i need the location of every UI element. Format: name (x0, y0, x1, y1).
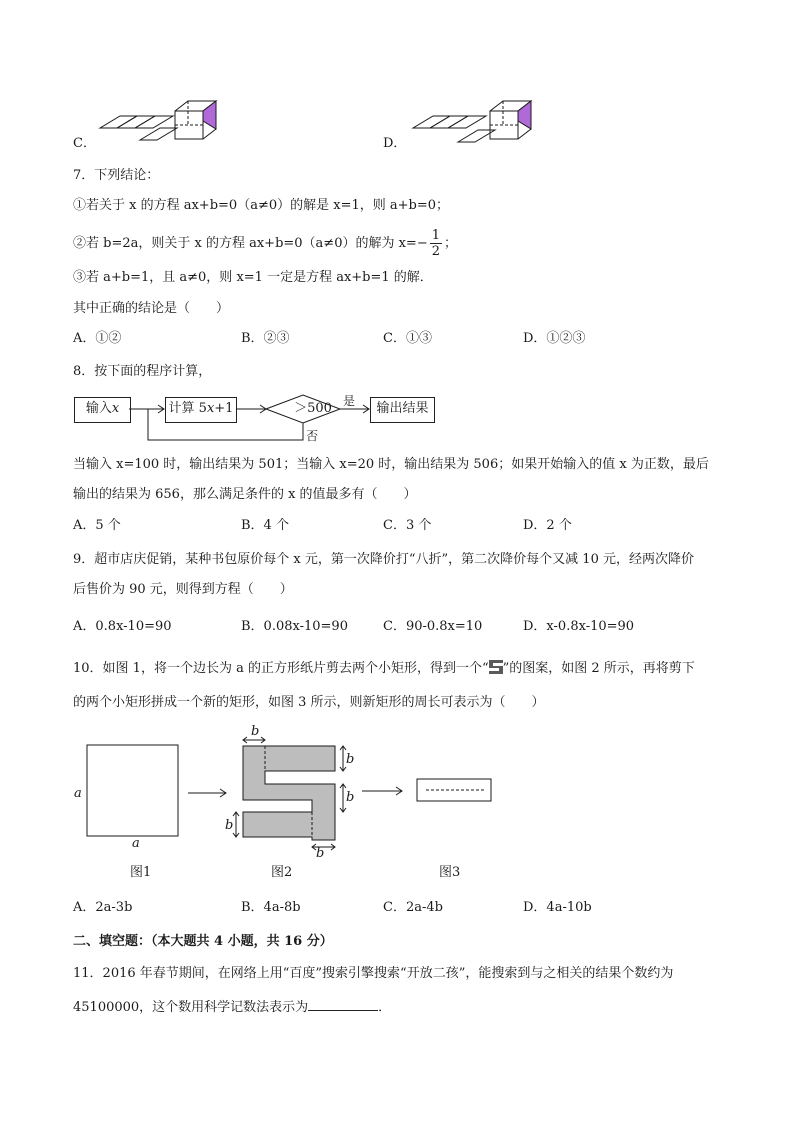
q7-option-b[interactable]: B．②③ (241, 331, 290, 346)
q10-option-d[interactable]: D．4a-10b (523, 900, 592, 915)
q9-option-c[interactable]: C．90-0.8x=10 (383, 619, 483, 634)
fig2-b-label-top: b (251, 724, 260, 739)
flow-yes-label: 是 (343, 394, 356, 408)
flow-compute-tail: +1 (214, 401, 234, 416)
flow-input-box (74, 397, 131, 423)
q6-option-c-label: C． (73, 136, 96, 151)
s-shape (243, 746, 335, 840)
q10-option-c[interactable]: C．2a-4b (383, 900, 443, 915)
fig3-caption: 图3 (439, 865, 461, 880)
cube-shaded-face (203, 101, 216, 129)
q10-figure-3 (414, 776, 496, 806)
q10-option-a[interactable]: A．2a-3b (73, 900, 133, 915)
fig1-side-label: a (74, 786, 82, 801)
q7-stem: 7．下列结论： (73, 168, 160, 183)
flow-connectors (128, 390, 378, 442)
flow-input-text: 输入 (85, 401, 112, 416)
q9-option-d[interactable]: D．x-0.8x-10=90 (523, 619, 635, 634)
q6-option-d-figure (408, 98, 533, 156)
fraction-numerator: 1 (431, 228, 441, 243)
q11-line2-pre: 45100000，这个数用科学记数法表示为 (73, 1000, 309, 1015)
q10-figure-2 (218, 726, 358, 858)
q9-line-1: 9．超市店庆促销，某种书包原价每个 x 元，第一次降价打“八折”，第二次降价每个又减 10 元，经两次降价 (73, 552, 694, 567)
q8-line-2: 输出的结果为 656，那么满足条件的 x 的值最多有（ ） (73, 487, 417, 502)
q7-option-a[interactable]: A．①② (73, 331, 122, 346)
flow-compute-text: 计算 5 (168, 401, 207, 416)
q10-line-2: 的两个小矩形拼成一个新的矩形，如图 3 所示，则新矩形的周长可表示为（ ） (73, 695, 545, 710)
q9-line-2: 后售价为 90 元，则得到方程（ ） (73, 582, 293, 597)
q11-line2-post: ． (378, 1000, 392, 1015)
q10-line-1 (73, 660, 695, 677)
answer-blank[interactable] (308, 998, 378, 1011)
flow-no-label: 否 (306, 429, 319, 443)
cube-shaded-face (518, 101, 531, 129)
q9-option-b[interactable]: B．0.08x-10=90 (241, 619, 348, 634)
arrow-2 (360, 785, 406, 797)
q8-option-c[interactable]: C．3 个 (383, 518, 432, 533)
q8-option-a[interactable]: A．5 个 (73, 518, 121, 533)
q8-line-1: 当输入 x=100 时，输出结果为 501；当输入 x=20 时，输出结果为 506；如果开始输入的值 x 为正数，最后 (73, 457, 709, 472)
q7-question: 其中正确的结论是（ ） (73, 301, 230, 316)
fig2-caption: 图2 (271, 865, 293, 880)
q11-line-2 (73, 998, 391, 1016)
q10-line1-pre: 10．如图 1，将一个边长为 a 的正方形纸片剪去两个小矩形，得到一个“ (73, 661, 489, 676)
q7-option-c[interactable]: C．①③ (383, 331, 432, 346)
fig1-caption: 图1 (130, 865, 152, 880)
q7-s2-tail: ； (444, 236, 458, 251)
q8-option-d[interactable]: D．2 个 (523, 518, 572, 533)
q9-option-a[interactable]: A．0.8x-10=90 (73, 619, 172, 634)
q8-stem: 8．按下面的程序计算， (73, 364, 212, 379)
q7-statement-2 (73, 228, 457, 259)
q8-option-b[interactable]: B．4 个 (241, 518, 289, 533)
flow-input-var: x (111, 401, 120, 416)
fig2-b-label-right-2: b (346, 790, 355, 805)
q11-line-1: 11．2016 年春节期间，在网络上用“百度”搜索引擎搜索“开放二孩”，能搜索到与之相关的结果个数约为 (73, 966, 674, 981)
flow-output-box: 输出结果 (370, 397, 435, 423)
flow-condition-text: ＞500 (294, 401, 332, 416)
fig2-b-label-right-1: b (346, 752, 355, 767)
q6-option-c-figure (95, 98, 220, 156)
fraction (430, 228, 442, 259)
q10-figure-1 (70, 740, 190, 852)
q7-option-d[interactable]: D．①②③ (523, 331, 586, 346)
q7-statement-1: ①若关于 x 的方程 ax+b=0（a≠0）的解是 x=1，则 a+b=0； (73, 198, 449, 213)
q10-option-b[interactable]: B．4a-8b (241, 900, 301, 915)
fig2-b-label-bottom: b (316, 846, 325, 861)
q6-option-d-label: D． (383, 136, 407, 151)
q7-statement-3: ③若 a+b=1，且 a≠0，则 x=1 一定是方程 ax+b=1 的解． (73, 270, 433, 285)
section-2-title: 二、填空题：（本大题共 4 小题，共 16 分） (73, 934, 333, 949)
fig1-bottom-label: a (132, 836, 140, 851)
fraction-denominator: 2 (431, 244, 441, 259)
q10-line1-post: ”的图案，如图 2 所示，再将剪下 (502, 661, 695, 676)
s-shape-icon (489, 660, 503, 674)
flow-compute-var: x (206, 401, 215, 416)
fig2-b-label-left: b (225, 818, 234, 833)
q7-s2-text: ②若 b=2a，则关于 x 的方程 ax+b=0（a≠0）的解为 x=− (73, 236, 428, 251)
